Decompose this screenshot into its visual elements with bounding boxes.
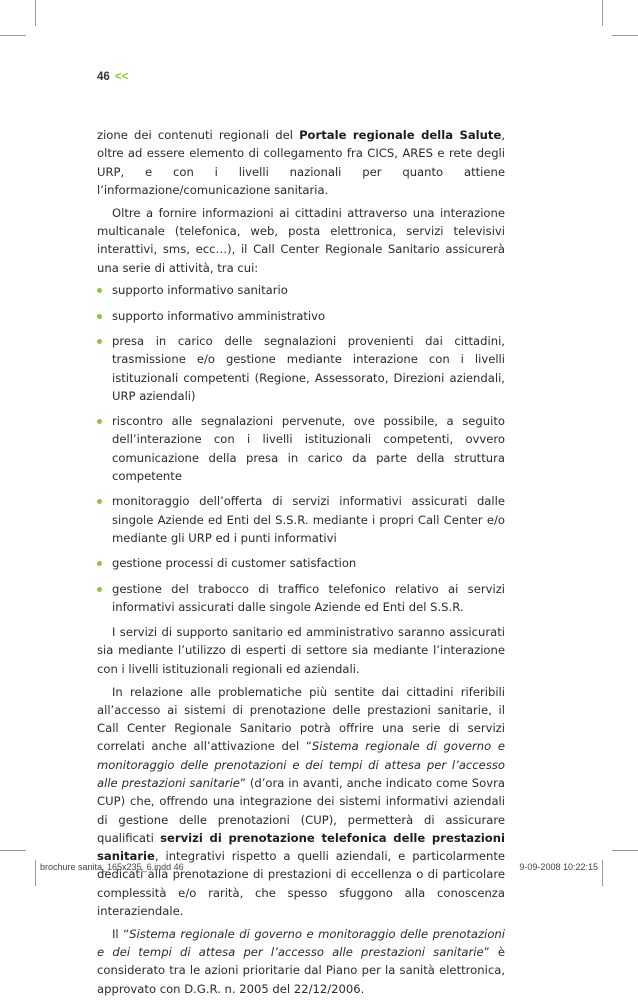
crop-mark-top-left — [35, 0, 36, 26]
bullet-icon — [97, 339, 102, 344]
booking-services-bold: servizi di prenotazione telefonica delle prestazioni sanitarie — [97, 830, 505, 864]
bullet-icon — [97, 314, 102, 319]
paragraph-5-text-b: ” è considerato tra le azioni prioritarie dal Piano per la sanità elettronica, approvato con D.G.R. n. 2005 del 22/12/2006. — [97, 945, 505, 996]
system-name-italic-2: Sistema regionale di governo e monitoraggio delle prenotazioni e dei tempi di attesa per l’accesso alle prestazioni sanitarie — [97, 926, 505, 960]
list-item — [97, 307, 505, 325]
crop-mark-top-left-h — [0, 35, 26, 36]
list-item — [97, 412, 505, 485]
crop-mark-top-right — [602, 0, 603, 26]
crop-mark-bottom-right — [602, 860, 603, 886]
page-nav-arrows: << — [115, 71, 129, 83]
bullet-icon — [97, 419, 102, 424]
activity-list — [97, 281, 505, 616]
crop-mark-bottom-right-h — [612, 850, 638, 851]
list-item-text: monitoraggio dell’offerta di servizi informativi assicurati dalle singole Aziende ed Enti del S.S.R. mediante i propri Call Center e/o mediante gli URP ed i punti informativi — [112, 494, 505, 545]
paragraph-1 — [97, 126, 505, 199]
page-number-value: 46 — [97, 71, 110, 83]
bullet-icon — [97, 587, 102, 592]
list-item — [97, 554, 505, 572]
list-item-text: gestione del trabocco di traffico telefonico relativo ai servizi informativi assicurati dalle singole Aziende ed Enti del S.S.R. — [112, 581, 505, 614]
list-item — [97, 332, 505, 405]
portal-name-bold: Portale regionale della Salute — [299, 128, 502, 142]
list-item-text: gestione processi di customer satisfaction — [112, 556, 357, 571]
list-item-text: riscontro alle segnalazioni pervenute, ove possibile, a seguito dell’interazione con i livelli istituzionali competenti, ovvero comunicazione della presa in carico da parte della struttura competente — [112, 414, 505, 484]
paragraph-3: I servizi di supporto sanitario ed amministrativo saranno assicurati sia mediante l’utilizzo di esperti di settore sia mediante l’interazione con i livelli istituzionali regionali ed aziendali. — [97, 625, 505, 676]
paragraph-2: Oltre a fornire informazioni ai cittadini attraverso una interazione multicanale (telefonica, web, posta elettronica, servizi televisivi interattivi, sms, ecc…), il Call Center Regionale Sanitario assicurerà una serie di attività, tra cui: — [97, 205, 505, 275]
bullet-icon — [97, 561, 102, 566]
system-name-italic: Sistema regionale di governo e monitoraggio delle prenotazioni e dei tempi di attesa per l’accesso alle prestazioni sanitarie — [97, 739, 505, 790]
paragraph-5 — [97, 925, 505, 998]
paragraph-1-text-b: , oltre ad essere elemento di collegamento fra CICS, ARES e rete degli URP, e con i livelli nazionali per quanto attiene l’informazione/comunicazione sanitaria. — [97, 128, 506, 197]
bullet-icon — [97, 499, 102, 504]
list-item — [97, 492, 505, 547]
paragraph-1-text-a: zione dei contenuti regionali del — [97, 128, 300, 142]
paragraph-4 — [97, 683, 505, 921]
list-item-text: supporto informativo sanitario — [112, 283, 288, 298]
list-item — [97, 580, 505, 617]
crop-mark-bottom-left — [35, 860, 36, 886]
list-item-text: presa in carico delle segnalazioni provenienti dai cittadini, trasmissione e/o gestione mediante interazione con i livelli istituzionali competenti (Regione, Assessorato, Direzioni aziendali, URP aziendali) — [112, 333, 505, 403]
page-number — [97, 71, 128, 83]
footer-datetime: 9-09-2008 10:22:15 — [519, 862, 598, 872]
footer-filename: brochure sanita_165x235_6.indd 46 — [40, 862, 184, 872]
crop-mark-bottom-left-h — [0, 850, 26, 851]
list-item — [97, 281, 505, 299]
paragraph-5-text-a: Il “ — [112, 926, 130, 941]
list-item-text: supporto informativo amministrativo — [112, 308, 326, 323]
paragraph-4-text-c: , integrativi rispetto a quelli aziendali, e particolarmente dedicati alla prenotazione di prestazioni di eccellenza o di particolare complessità e/o rarità, che spesso sfuggono alla conoscenza interaziendale. — [97, 849, 505, 919]
paragraph-4-text-b: ” (d’ora in avanti, anche indicato come Sovra CUP) che, offrendo una integrazione dei sistemi informativi aziendali di gestione delle prenotazioni (CUP), permetterà di assicurare qualificati — [97, 776, 505, 845]
paragraph-4-text-a: In relazione alle problematiche più sentite dai cittadini riferibili all’accesso ai sistemi di prenotazione delle prestazioni sanitarie, il Call Center Regionale Sanitario potrà offrire una serie di servizi correlati anche all’attivazione del “ — [97, 684, 505, 754]
bullet-icon — [97, 288, 102, 293]
crop-mark-top-right-h — [612, 35, 638, 36]
